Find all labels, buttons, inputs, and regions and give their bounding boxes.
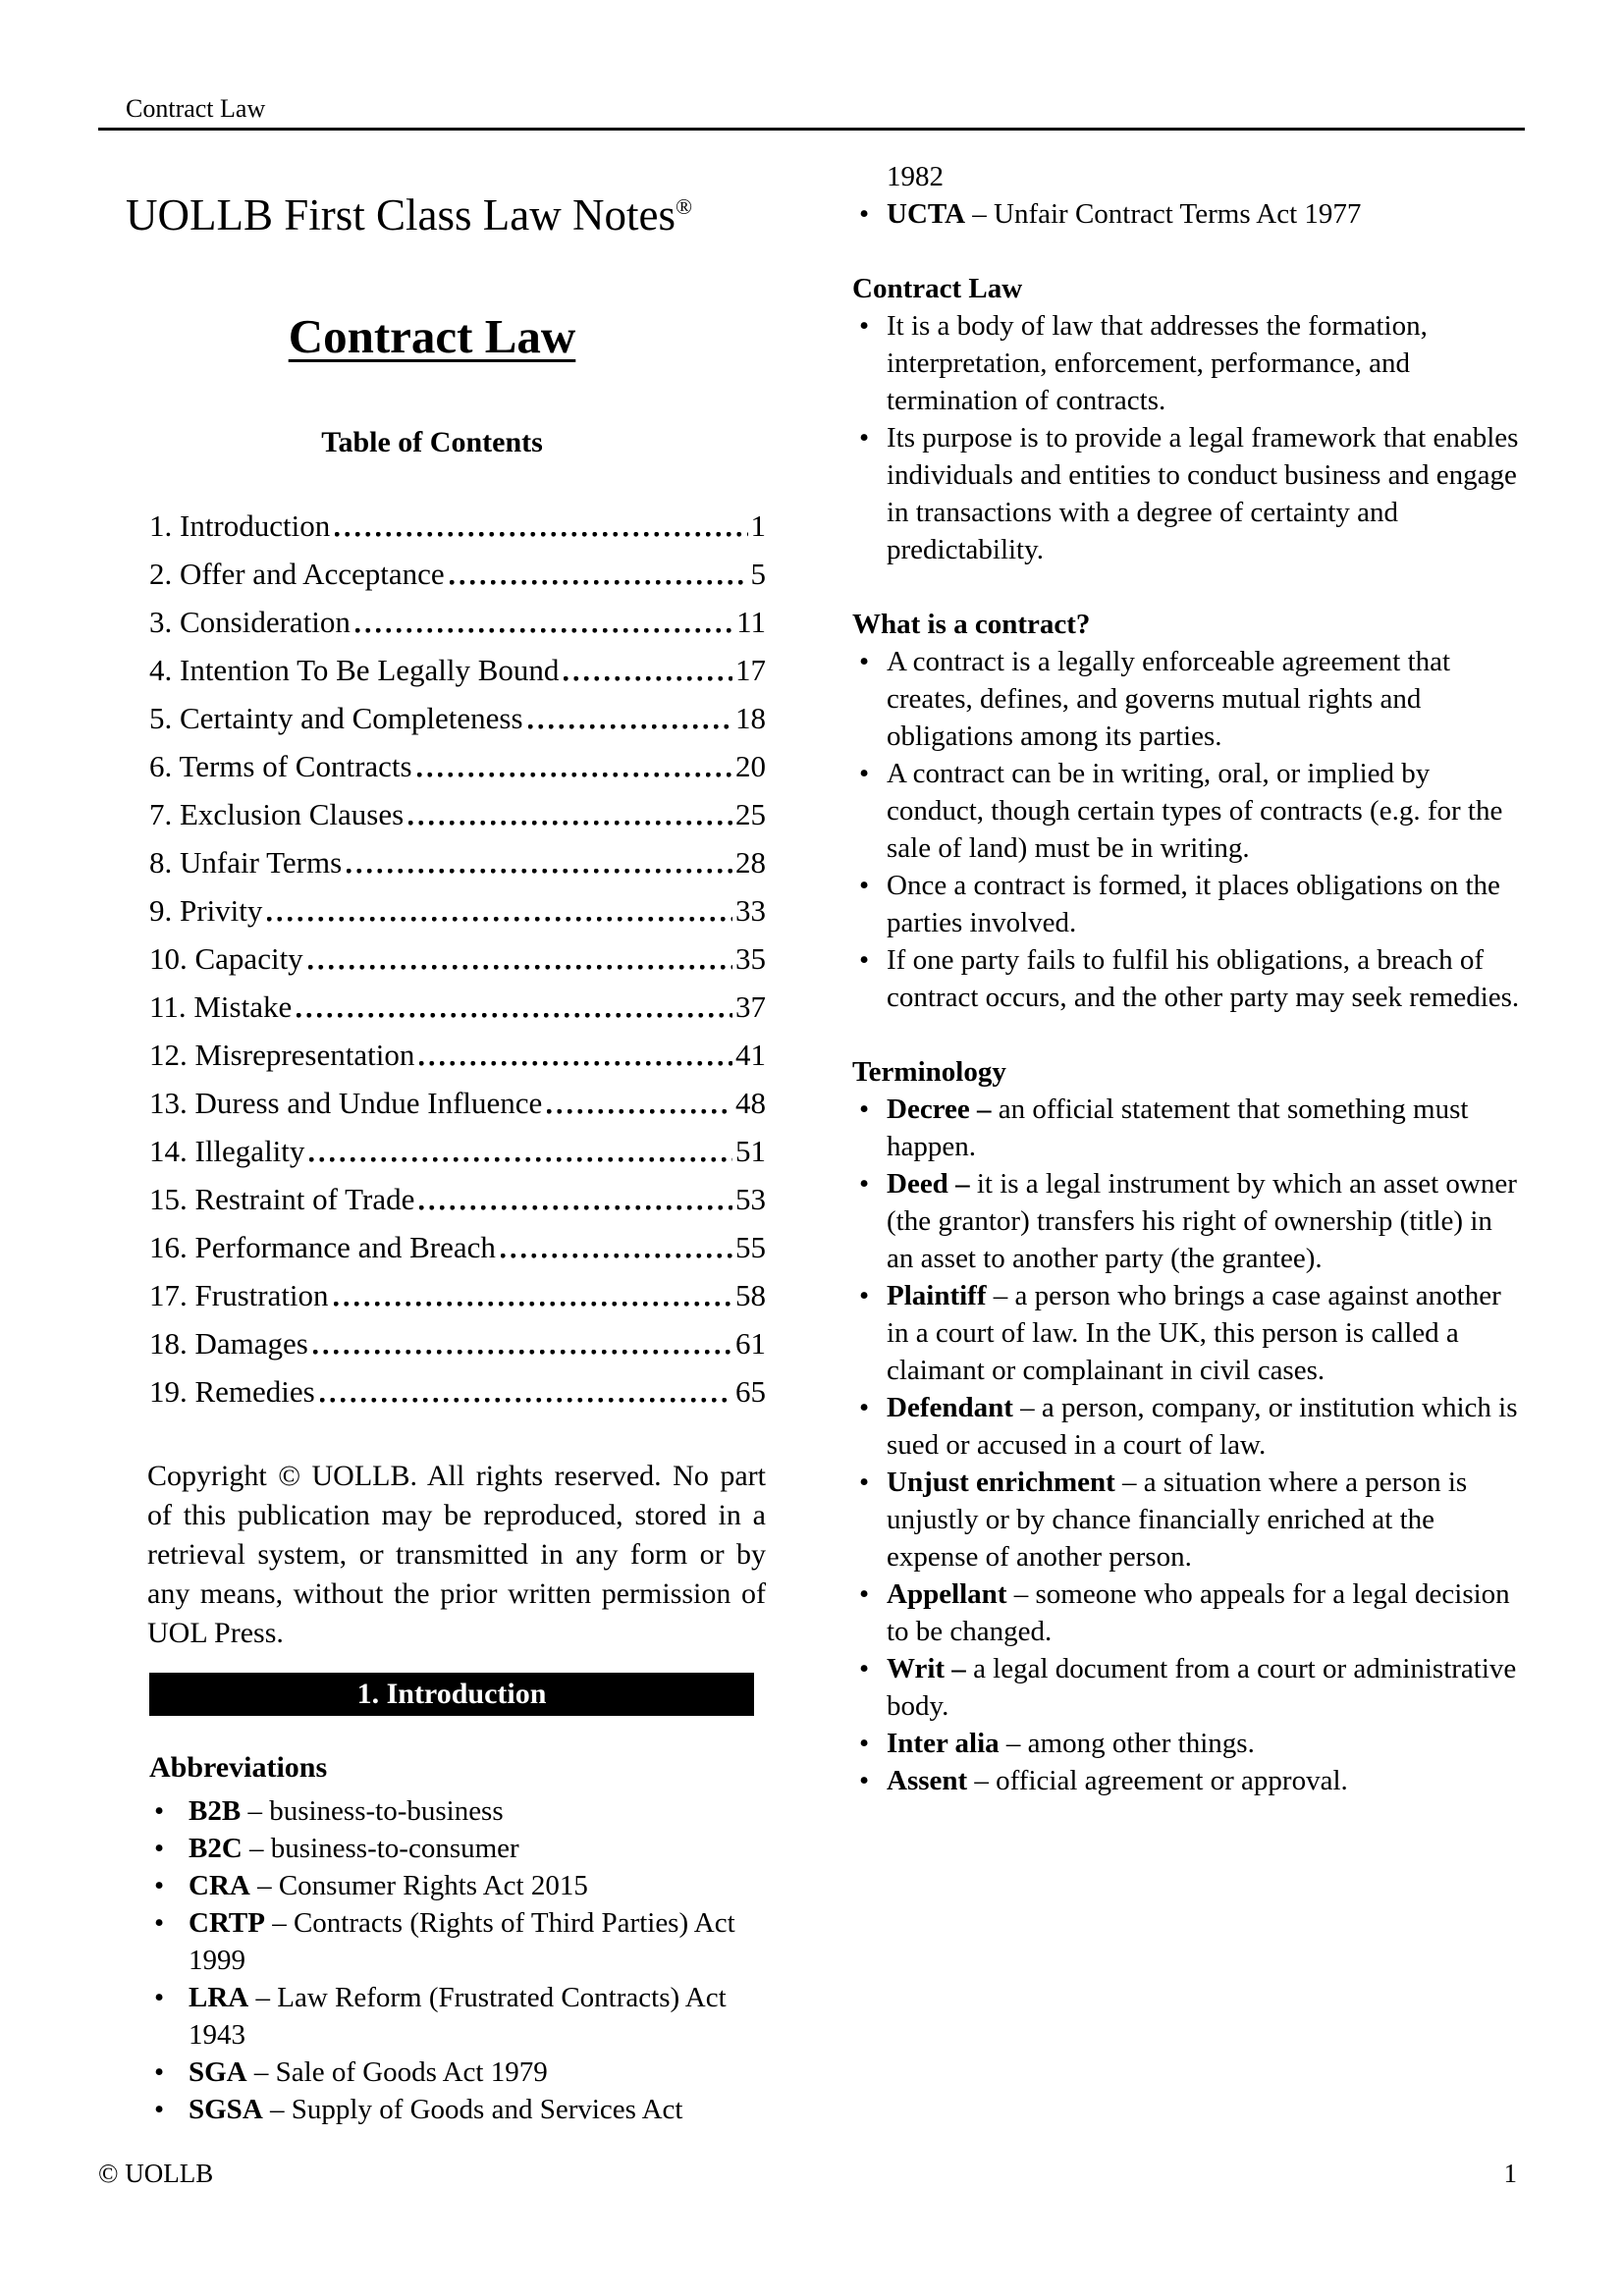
dot-leader xyxy=(408,790,732,838)
abbreviation-item xyxy=(149,1830,766,1867)
terminology-desc: – a person, company, or institution which is sued or accused in a court of law. xyxy=(887,1392,1518,1461)
toc-entry-label: 10. Capacity xyxy=(149,941,303,976)
abbreviation-term: LRA xyxy=(189,1982,249,2013)
toc-entry-label: 7. Exclusion Clauses xyxy=(149,797,405,831)
abbreviation-item xyxy=(149,1792,766,1830)
bullet-item: • If one party fails to fulfil his obligations, a breach of contract occurs, and the other party may seek remedies. xyxy=(852,941,1525,1016)
dot-leader xyxy=(528,694,732,742)
terminology-term: Plaintiff xyxy=(887,1280,987,1311)
toc-entry-page: 33 xyxy=(735,893,766,928)
dot-leader xyxy=(419,1175,732,1223)
dot-leader xyxy=(334,1271,732,1319)
dot-leader xyxy=(313,1319,732,1367)
terminology-desc: – someone who appeals for a legal decision to be changed. xyxy=(887,1578,1510,1647)
toc-entry-page: 48 xyxy=(735,1086,766,1120)
brand-title-text: UOLLB First Class Law Notes xyxy=(126,190,676,240)
table-of-contents xyxy=(149,502,766,1415)
abbreviation-desc: – Unfair Contract Terms Act 1977 xyxy=(965,198,1362,230)
toc-entry xyxy=(149,1031,766,1079)
terminology-term: Assent xyxy=(887,1765,968,1796)
terminology-desc: a legal document from a court or administrative body. xyxy=(887,1653,1517,1722)
dot-leader xyxy=(320,1367,732,1415)
terminology-term: Writ – xyxy=(887,1653,966,1684)
terminology-item xyxy=(852,1650,1525,1725)
toc-entry-page: 25 xyxy=(735,797,766,831)
abbreviation-item xyxy=(149,1979,766,2054)
toc-entry-page: 58 xyxy=(735,1278,766,1312)
abbreviation-item xyxy=(149,1904,766,1979)
toc-entry-label: 12. Misrepresentation xyxy=(149,1038,415,1072)
toc-entry-page: 18 xyxy=(735,701,766,735)
terminology-desc: – a person who brings a case against another in a court of law. In the UK, this person is called a claimant or complainant in civil cases. xyxy=(887,1280,1501,1386)
abbreviation-desc: – Consumer Rights Act 2015 xyxy=(249,1870,588,1901)
terminology-desc: – among other things. xyxy=(999,1728,1255,1759)
toc-entry xyxy=(149,598,766,646)
terminology-item xyxy=(852,1389,1525,1464)
wrapped-line-continuation: 1982 xyxy=(887,161,944,192)
toc-entry-label: 1. Introduction xyxy=(149,508,331,543)
terminology-desc: an official statement that something must happen. xyxy=(887,1094,1469,1162)
dot-leader xyxy=(267,886,732,934)
terminology-term: Deed – xyxy=(887,1168,970,1200)
bullet-item: • Its purpose is to provide a legal framework that enables individuals and entities to conduct business and engage in transactions with a degree of certainty and predictability. xyxy=(852,419,1525,568)
two-column-layout xyxy=(98,131,1525,2128)
toc-heading: Table of Contents xyxy=(321,426,543,458)
running-header xyxy=(98,94,1525,131)
toc-entry xyxy=(149,502,766,550)
toc-entry-page: 35 xyxy=(735,941,766,976)
left-column xyxy=(98,131,766,2128)
terminology-term: Inter alia xyxy=(887,1728,1000,1759)
toc-entry xyxy=(149,550,766,598)
page-number: 1 xyxy=(1503,2159,1517,2188)
abbreviation-term: CRTP xyxy=(189,1907,265,1939)
toc-entry-page: 51 xyxy=(735,1134,766,1168)
toc-entry-label: 6. Terms of Contracts xyxy=(149,749,412,783)
toc-entry-label: 4. Intention To Be Legally Bound xyxy=(149,653,560,687)
terminology-desc: – official agreement or approval. xyxy=(967,1765,1348,1796)
dot-leader xyxy=(417,742,732,790)
toc-entry-label: 5. Certainty and Completeness xyxy=(149,701,523,735)
dot-leader xyxy=(419,1031,732,1079)
terminology-item xyxy=(852,1725,1525,1762)
dot-leader xyxy=(501,1223,732,1271)
dot-leader xyxy=(335,502,747,550)
dot-leader xyxy=(355,598,733,646)
abbreviation-item xyxy=(852,195,1525,233)
terminology-term: Unjust enrichment xyxy=(887,1467,1115,1498)
toc-entry-label: 14. Illegality xyxy=(149,1134,305,1168)
dot-leader xyxy=(547,1079,732,1127)
section-heading-contract-law: Contract Law xyxy=(852,273,1023,304)
toc-entry-label: 16. Performance and Breach xyxy=(149,1230,496,1264)
abbreviation-term: SGA xyxy=(189,2056,247,2088)
toc-entry-label: 18. Damages xyxy=(149,1326,308,1361)
toc-entry xyxy=(149,1175,766,1223)
toc-entry-page: 17 xyxy=(735,653,766,687)
abbreviation-desc: – Contracts (Rights of Third Parties) Act 1999 xyxy=(189,1907,735,1976)
toc-entry-label: 17. Frustration xyxy=(149,1278,329,1312)
abbreviations-list-continued xyxy=(852,195,1525,233)
abbreviation-term: B2B xyxy=(189,1795,242,1827)
toc-entry-page: 5 xyxy=(750,557,766,591)
toc-entry xyxy=(149,1223,766,1271)
abbreviations-list xyxy=(149,1792,766,2128)
dot-leader xyxy=(308,934,732,983)
bullet-item: • Once a contract is formed, it places obligations on the parties involved. xyxy=(852,867,1525,941)
bullet-item: • It is a body of law that addresses the formation, interpretation, enforcement, performance, and termination of contracts. xyxy=(852,307,1525,419)
toc-entry xyxy=(149,886,766,934)
terminology-term: Decree – xyxy=(887,1094,992,1125)
toc-entry-page: 37 xyxy=(735,989,766,1024)
toc-entry xyxy=(149,934,766,983)
toc-entry-page: 55 xyxy=(735,1230,766,1264)
terminology-term: Appellant xyxy=(887,1578,1007,1610)
contract-law-bullets xyxy=(852,307,1525,568)
toc-entry-label: 2. Offer and Acceptance xyxy=(149,557,445,591)
dot-leader xyxy=(564,646,732,694)
page-footer xyxy=(98,2158,1517,2189)
toc-entry-label: 11. Mistake xyxy=(149,989,293,1024)
toc-entry-page: 53 xyxy=(735,1182,766,1216)
abbreviation-term: CRA xyxy=(189,1870,250,1901)
toc-entry xyxy=(149,838,766,886)
abbreviation-item xyxy=(149,2091,766,2128)
toc-entry-page: 1 xyxy=(750,508,766,543)
terminology-item xyxy=(852,1165,1525,1277)
registered-trademark-symbol: ® xyxy=(675,194,693,219)
toc-entry xyxy=(149,1079,766,1127)
abbreviation-desc: – business-to-business xyxy=(241,1795,504,1827)
terminology-term: Defendant xyxy=(887,1392,1013,1423)
terminology-item xyxy=(852,1575,1525,1650)
terminology-item xyxy=(852,1277,1525,1389)
section-heading-terminology: Terminology xyxy=(852,1056,1006,1088)
toc-entry-label: 19. Remedies xyxy=(149,1374,315,1409)
abbreviation-term: SGSA xyxy=(189,2094,263,2125)
dot-leader xyxy=(309,1127,732,1175)
footer-copyright: © UOLLB xyxy=(98,2159,214,2188)
toc-entry xyxy=(149,790,766,838)
running-header-title: Contract Law xyxy=(126,94,266,123)
dot-leader xyxy=(347,838,732,886)
abbreviation-desc: – business-to-consumer xyxy=(242,1833,519,1864)
toc-entry-page: 65 xyxy=(735,1374,766,1409)
abbreviation-term: UCTA xyxy=(887,198,966,230)
toc-entry-page: 41 xyxy=(735,1038,766,1072)
toc-entry xyxy=(149,742,766,790)
dot-leader xyxy=(450,550,748,598)
abbreviation-desc: – Supply of Goods and Services Act xyxy=(262,2094,683,2125)
abbreviation-term: B2C xyxy=(189,1833,243,1864)
toc-entry xyxy=(149,1127,766,1175)
terminology-item xyxy=(852,1091,1525,1165)
toc-entry xyxy=(149,983,766,1031)
right-column xyxy=(852,131,1525,1799)
toc-entry xyxy=(149,1367,766,1415)
abbreviation-item xyxy=(149,2054,766,2091)
section-heading-what-is-a-contract: What is a contract? xyxy=(852,609,1091,640)
dot-leader xyxy=(297,983,732,1031)
toc-entry-label: 3. Consideration xyxy=(149,605,351,639)
abbreviation-desc: – Sale of Goods Act 1979 xyxy=(246,2056,548,2088)
terminology-desc: – a situation where a person is unjustly or by chance financially enriched at the expense of another person. xyxy=(887,1467,1468,1573)
abbreviations-heading: Abbreviations xyxy=(149,1751,328,1784)
toc-entry xyxy=(149,646,766,694)
abbreviation-desc: – Law Reform (Frustrated Contracts) Act 1943 xyxy=(189,1982,727,2051)
what-is-a-contract-bullets xyxy=(852,643,1525,1016)
bullet-item: • A contract can be in writing, oral, or implied by conduct, though certain types of contracts (e.g. for the sale of land) must be in writing. xyxy=(852,755,1525,867)
toc-entry xyxy=(149,694,766,742)
copyright-notice: Copyright © UOLLB. All rights reserved. No part of this publication may be reproduced, stored in a retrieval system, or transmitted in any form or by any means, without the prior written permission of UOL Press. xyxy=(147,1460,766,1649)
terminology-item xyxy=(852,1464,1525,1575)
document-title: Contract Law xyxy=(288,309,576,363)
toc-entry-label: 9. Privity xyxy=(149,893,263,928)
toc-entry-page: 11 xyxy=(736,605,766,639)
terminology-item xyxy=(852,1762,1525,1799)
abbreviation-item xyxy=(149,1867,766,1904)
toc-entry xyxy=(149,1319,766,1367)
toc-entry-label: 8. Unfair Terms xyxy=(149,845,343,880)
toc-entry-page: 61 xyxy=(735,1326,766,1361)
toc-entry-page: 28 xyxy=(735,845,766,880)
brand-title xyxy=(126,189,766,240)
toc-entry-page: 20 xyxy=(735,749,766,783)
toc-entry-label: 13. Duress and Undue Influence xyxy=(149,1086,543,1120)
section-banner: 1. Introduction xyxy=(149,1673,754,1716)
bullet-item: • A contract is a legally enforceable agreement that creates, defines, and governs mutual rights and obligations among its parties. xyxy=(852,643,1525,755)
terminology-list xyxy=(852,1091,1525,1799)
terminology-desc: it is a legal instrument by which an asset owner (the grantor) transfers his right of ownership (title) in an asset to another party (the grantee). xyxy=(887,1168,1517,1274)
toc-entry xyxy=(149,1271,766,1319)
toc-entry-label: 15. Restraint of Trade xyxy=(149,1182,415,1216)
